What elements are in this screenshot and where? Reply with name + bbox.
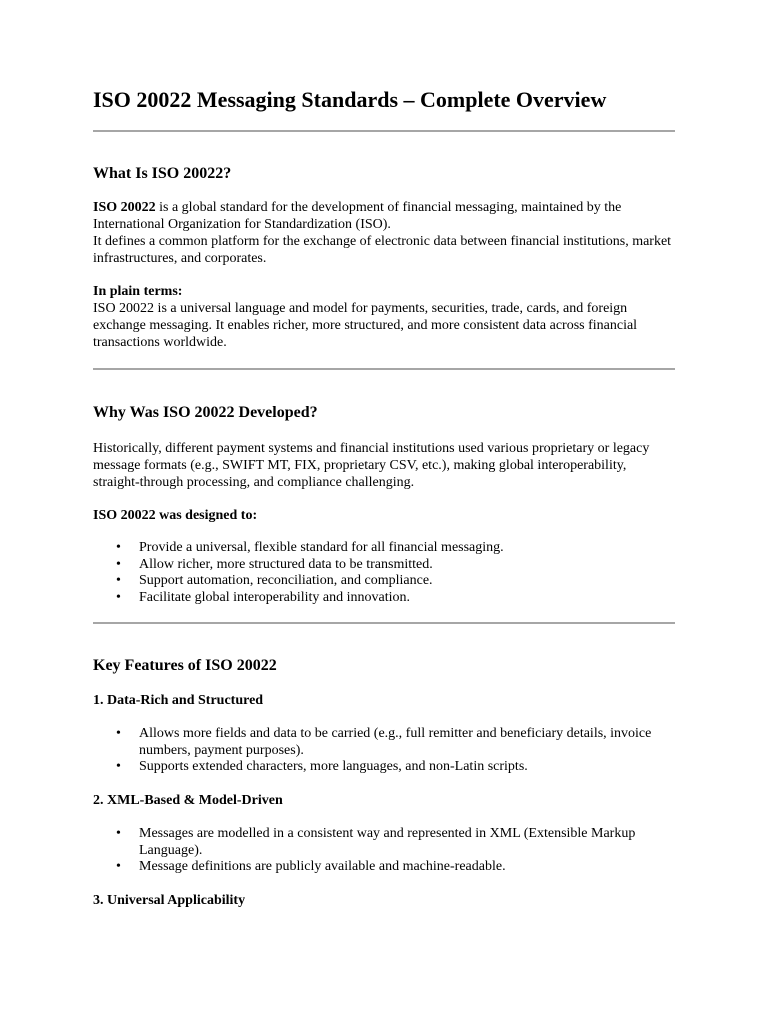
bullet-icon: • [116, 540, 121, 555]
list-item: • Message definitions are publicly available and machine-readable. [116, 859, 506, 875]
list-item: • Support automation, reconciliation, and compliance. [116, 573, 433, 589]
divider [93, 622, 675, 624]
designed-to-label: ISO 20022 was designed to: [93, 508, 258, 523]
page-title: ISO 20022 Messaging Standards – Complete Overview [93, 87, 607, 112]
section-heading-why: Why Was ISO 20022 Developed? [93, 404, 318, 421]
list-item: • Supports extended characters, more languages, and non-Latin scripts. [116, 759, 528, 775]
list-item: • Messages are modelled in a consistent way and represented in XML (Extensible Markup Language). [116, 825, 636, 858]
list-item: • Provide a universal, flexible standard for all financial messaging. [116, 540, 504, 555]
divider [93, 130, 675, 132]
bullet-icon: • [116, 725, 121, 741]
list-item: • Facilitate global interoperability and innovation. [116, 590, 410, 606]
section-heading-what-is: What Is ISO 20022? [93, 165, 232, 182]
divider [93, 368, 675, 370]
intro-paragraph [93, 199, 675, 267]
feature-heading-data-rich: 1. Data-Rich and Structured [93, 692, 264, 708]
plain-terms-label: In plain terms: [93, 284, 183, 299]
bullet-icon: • [116, 825, 121, 841]
bullet-icon: • [116, 556, 121, 572]
plain-terms-paragraph [93, 283, 675, 351]
list-item: • Allows more fields and data to be carried (e.g., full remitter and beneficiary details, invoice numbers, payment purposes). [116, 725, 652, 758]
bullet-icon: • [116, 759, 121, 775]
feature-heading-xml-based: 2. XML-Based & Model-Driven [93, 792, 283, 808]
intro-text-line2: It defines a common platform for the exchange of electronic data between financial institutions, market infrastructures, and corporates. [93, 234, 672, 266]
feature-heading-universal: 3. Universal Applicability [93, 893, 246, 909]
history-paragraph: Historically, different payment systems and financial institutions used various proprietary or legacy message formats (e.g., SWIFT MT, FIX, proprietary CSV, etc.), making global interoperability, straight-through processing, and compliance challenging. [93, 441, 650, 490]
section-heading-key-features: Key Features of ISO 20022 [93, 656, 277, 674]
intro-text: is a global standard for the development of financial messaging, maintained by the International Organization for Standardization (ISO). [93, 200, 622, 232]
bullet-icon: • [116, 590, 121, 606]
bullet-icon: • [116, 859, 121, 875]
list-item: • Allow richer, more structured data to be transmitted. [116, 556, 433, 572]
bullet-icon: • [116, 573, 121, 589]
document-content [93, 86, 675, 910]
feature-list-data-rich [93, 726, 675, 776]
feature-list-xml-based [93, 826, 675, 876]
intro-term: ISO 20022 [93, 200, 156, 215]
plain-terms-text: ISO 20022 is a universal language and model for payments, securities, trade, cards, and foreign exchange messaging. It enables richer, more structured, and more consistent data across financial transactions worldwide. [93, 301, 638, 350]
designed-to-list [93, 540, 675, 607]
